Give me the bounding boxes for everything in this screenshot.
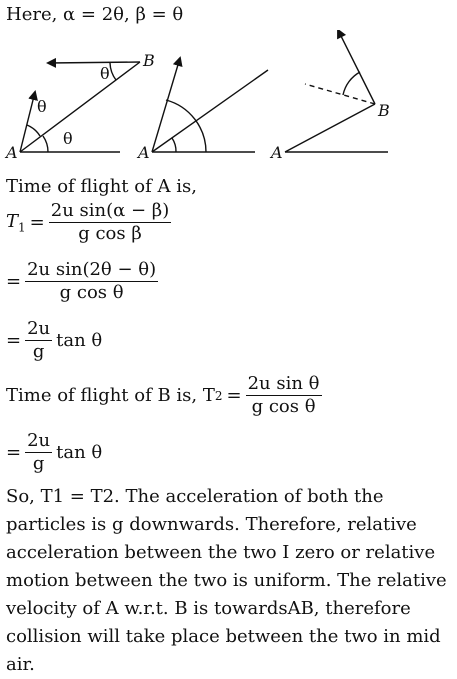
step-2	[6, 259, 158, 304]
denominator-2: g cos θ	[59, 282, 124, 303]
denominator-1: g cos β	[78, 223, 142, 244]
denominator-4: g	[32, 453, 45, 474]
t1-equation	[6, 200, 171, 245]
time-b-text: Time of flight of B is, T	[6, 385, 215, 406]
equals-1: =	[29, 212, 45, 233]
t1-subscript: 1	[18, 220, 26, 235]
fraction-2	[25, 259, 158, 304]
numerator-b: 2u sin θ	[247, 373, 320, 394]
time-b-equation	[6, 373, 322, 418]
tan-theta-1: tan θ	[56, 330, 103, 351]
step-3	[6, 318, 102, 363]
fraction-4	[25, 430, 52, 475]
label-b-3: B	[378, 101, 390, 120]
numerator-3: 2u	[27, 318, 51, 339]
intro-line: Here, α = 2θ, β = θ	[6, 4, 184, 25]
label-a-2: A	[138, 143, 150, 162]
equals-5: =	[6, 442, 22, 463]
numerator-4: 2u	[27, 430, 51, 451]
numerator-1: 2u sin(α − β)	[50, 200, 170, 221]
theta-label-2: θ	[63, 129, 73, 148]
tan-theta-2: tan θ	[56, 442, 103, 463]
denominator-b: g cos θ	[251, 396, 316, 417]
numerator-2: 2u sin(2θ − θ)	[27, 259, 157, 280]
step-b2	[6, 430, 102, 475]
conclusion-paragraph: So, T1 = T2. The acceleration of both the particles is g downwards. Therefore, relative acceleration between the two I zero or relative motion between the two is uniform. The relative velocity of A w.r.t. B is towardsAB, therefore collision will take place between the two in mid air.	[6, 486, 447, 675]
label-b-1: B	[143, 51, 155, 70]
fraction-b	[246, 373, 322, 418]
label-a-3: A	[271, 143, 283, 162]
t1-symbol: T	[6, 210, 19, 232]
time-a-heading: Time of flight of A is,	[6, 176, 197, 197]
t2-subscript: 2	[214, 388, 223, 403]
label-a-1: A	[6, 143, 18, 162]
equals-2: =	[6, 271, 22, 292]
theta-label-3: θ	[100, 64, 110, 83]
equals-3: =	[6, 330, 22, 351]
projectile-diagram	[0, 30, 457, 165]
fraction-3	[25, 318, 52, 363]
equals-4: =	[226, 385, 242, 406]
theta-label-1: θ	[37, 97, 47, 116]
denominator-3: g	[32, 341, 45, 362]
fraction-1	[49, 200, 172, 245]
